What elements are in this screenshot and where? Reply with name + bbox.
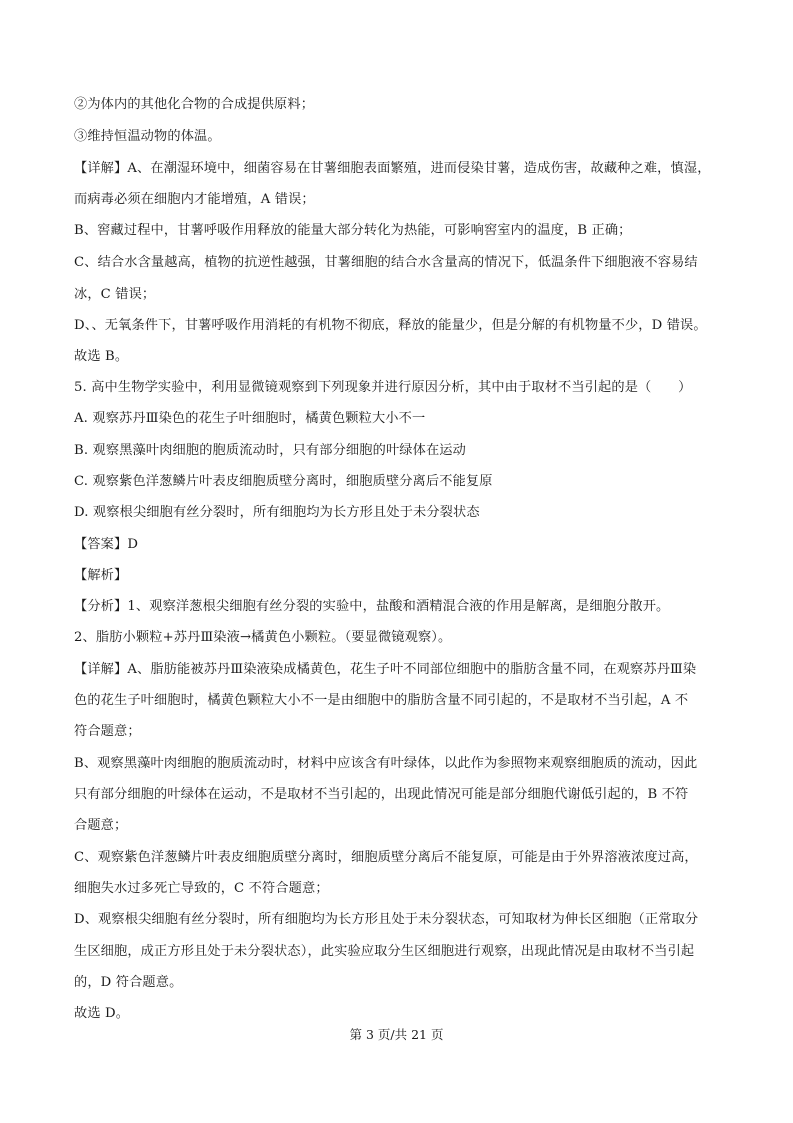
text-line: B、观察黑藻叶肉细胞的胞质流动时，材料中应该含有叶绿体，以此作为参照物来观察细胞质的流动，因此 xyxy=(74,756,698,771)
text-line: 色的花生子叶细胞时，橘黄色颗粒大小不一是由细胞中的脂肪含量不同引起的，不是取材不当引起，A 不 xyxy=(74,693,689,708)
option-c: C. 观察紫色洋葱鳞片叶表皮细胞质壁分离时，细胞质壁分离后不能复原 xyxy=(74,474,493,489)
text-line: 冰，C 错误； xyxy=(74,287,156,302)
text-line: 故选 D。 xyxy=(74,1006,130,1021)
text-line: B、窖藏过程中，甘薯呼吸作用释放的能量大部分转化为热能，可影响窖室内的温度，B 正确； xyxy=(74,223,632,238)
page-footer: 第 3 页/共 21 页 xyxy=(349,1027,444,1042)
answer-line: 【答案】D xyxy=(74,537,139,552)
text-line: 2、脂肪小颗粒+苏丹Ⅲ染液→橘黄色小颗粒。（要显微镜观察）。 xyxy=(74,630,452,645)
text-line: D、观察根尖细胞有丝分裂时，所有细胞均为长方形且处于未分裂状态，可知取材为伸长区细胞（正常取分 xyxy=(74,912,699,927)
text-line: C、观察紫色洋葱鳞片叶表皮细胞质壁分离时，细胞质壁分离后不能复原，可能是由于外界溶液浓度过高， xyxy=(74,850,698,865)
text-line: 符合题意； xyxy=(74,724,141,739)
text-line: ②为体内的其他化合物的合成提供原料； xyxy=(74,97,315,112)
text-line: 【详解】A、在潮湿环境中，细菌容易在甘薯细胞表面繁殖，进而侵染甘薯，造成伤害，故藏种之难，慎湿， xyxy=(74,161,711,176)
question-stem: 5. 高中生物学实验中，利用显微镜观察到下列现象并进行原因分析，其中由于取材不当引起的是（ ） xyxy=(74,380,692,395)
text-line: 合题意； xyxy=(74,818,128,833)
text-line: 【分析】1、观察洋葱根尖细胞有丝分裂的实验中，盐酸和酒精混合液的作用是解离，是细胞分散开。 xyxy=(74,599,670,614)
text-line: 而病毒必须在细胞内才能增殖，A 错误； xyxy=(74,192,315,207)
text-line: D、、无氧条件下，甘薯呼吸作用消耗的有机物不彻底，释放的能量少，但是分解的有机物量不少，D 错误。 xyxy=(74,318,707,333)
option-b: B. 观察黑藻叶肉细胞的胞质流动时，只有部分细胞的叶绿体在运动 xyxy=(74,443,466,458)
analysis-heading: 【解析】 xyxy=(74,568,128,583)
text-line: C、结合水含量越高，植物的抗逆性越强，甘薯细胞的结合水含量高的情况下，低温条件下细胞液不容易结 xyxy=(74,255,698,270)
text-line: 只有部分细胞的叶绿体在运动，不是取材不当引起的，出现此情况可能是部分细胞代谢低引起的，B 不符 xyxy=(74,787,689,802)
text-line: 的，D 符合题意。 xyxy=(74,975,183,990)
text-line: 故选 B。 xyxy=(74,349,129,364)
text-line: ③维持恒温动物的体温。 xyxy=(74,129,221,144)
option-a: A. 观察苏丹Ⅲ染色的花生子叶细胞时，橘黄色颗粒大小不一 xyxy=(74,411,426,426)
text-line: 细胞失水过多死亡导致的，C 不符合题意； xyxy=(74,881,329,896)
text-line: 【详解】A、脂肪能被苏丹Ⅲ染液染成橘黄色，花生子叶不同部位细胞中的脂肪含量不同，在观察苏丹Ⅲ染 xyxy=(74,662,697,677)
text-line: 生区细胞，成正方形且处于未分裂状态），此实验应取分生区细胞进行观察，出现此情况是由取材不当引起 xyxy=(74,944,695,959)
option-d: D. 观察根尖细胞有丝分裂时，所有细胞均为长方形且处于未分裂状态 xyxy=(74,505,480,520)
